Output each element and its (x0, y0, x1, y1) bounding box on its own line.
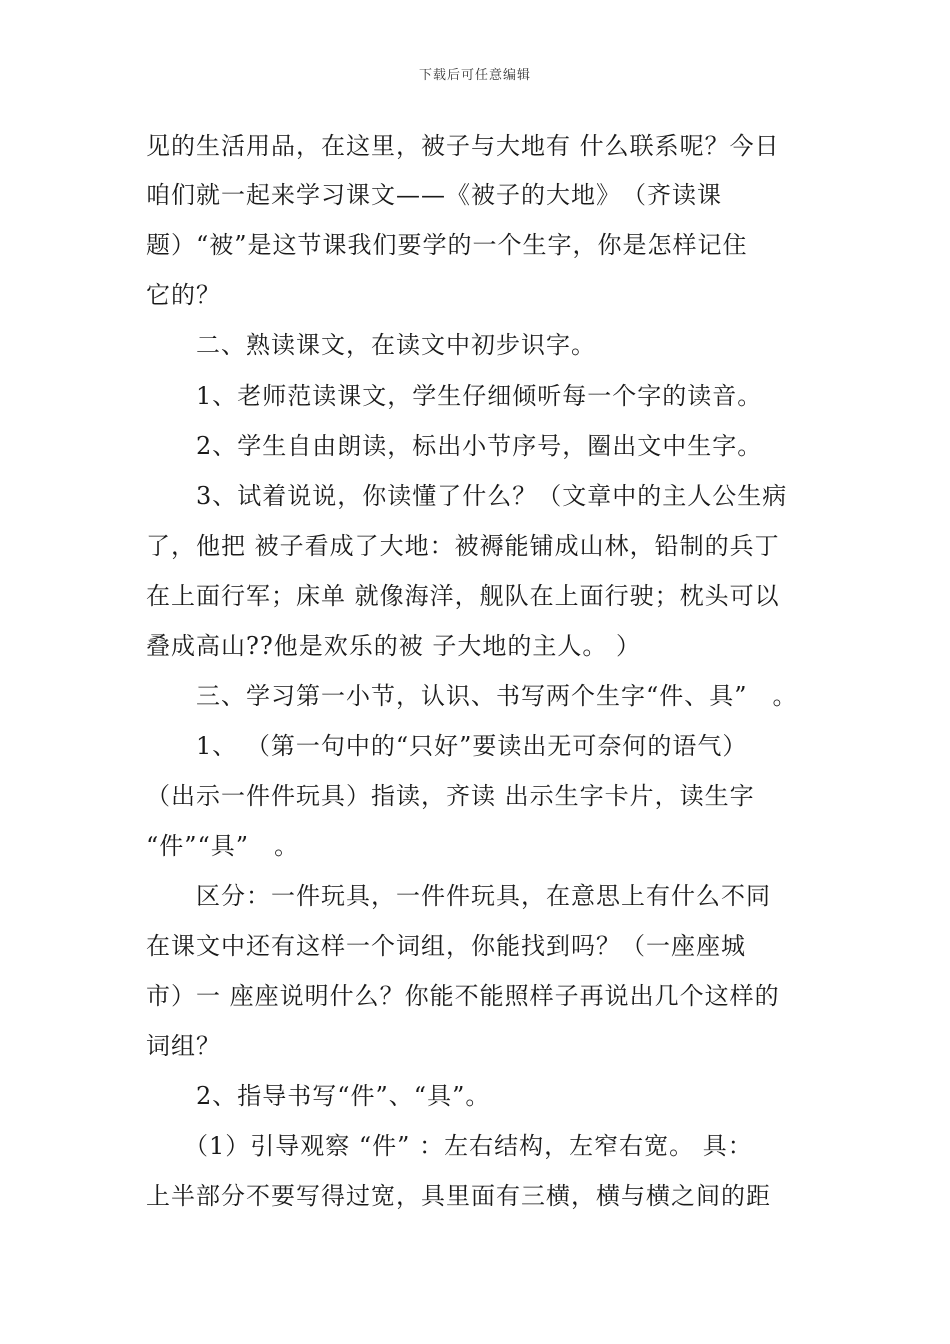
text-line: “件”“具” 。 (146, 832, 300, 860)
text-line: 词组？ (146, 1032, 221, 1060)
text-line: 1、 （第一句中的“只好”要读出无可奈何的语气） (146, 732, 748, 760)
text-line: 在课文中还有这样一个词组，你能找到吗？（一座座城 (146, 932, 746, 960)
text-line: 2、学生自由朗读，标出小节序号，圈出文中生字。 (146, 432, 763, 460)
text-line: 它的？ (146, 281, 221, 309)
text-line: （1）引导观察 “件” ：左右结构，左窄右宽。 具： (146, 1132, 753, 1160)
text-line: 三、学习第一小节，认识、书写两个生字“件、具” 。 (146, 682, 798, 710)
page-header: 下载后可任意编辑 (418, 68, 531, 83)
text-line: 1、老师范读课文，学生仔细倾听每一个字的读音。 (146, 382, 763, 410)
text-line: 叠成高山??他是欢乐的被 子大地的主人。 ） (146, 632, 641, 660)
text-line: （出示一件件玩具）指读，齐读 出示生字卡片，读生字 (146, 782, 755, 810)
text-line: 上半部分不要写得过宽，具里面有三横，横与横之间的距 (146, 1182, 771, 1210)
text-line: 了，他把 被子看成了大地：被褥能铺成山林，铅制的兵丁 (146, 532, 780, 560)
text-line: 二、熟读课文，在读文中初步识字。 (146, 331, 596, 359)
text-line: 在上面行军；床单 就像海洋，舰队在上面行驶；枕头可以 (146, 582, 780, 610)
text-line: 3、试着说说，你读懂了什么？（文章中的主人公生病 (146, 482, 788, 510)
text-line: 见的生活用品，在这里，被子与大地有 什么联系呢？今日 (146, 132, 780, 160)
text-line: 市）一 座座说明什么？你能不能照样子再说出几个这样的 (146, 982, 780, 1010)
text-line: 区分：一件玩具，一件件玩具，在意思上有什么不同 (146, 882, 771, 910)
text-line: 题）“被”是这节课我们要学的一个生字，你是怎样记住 (146, 231, 748, 259)
text-line: 咱们就一起来学习课文——《被子的大地》 （齐读课 (146, 181, 722, 209)
text-line: 2、指导书写“件”、“具”。 (146, 1082, 491, 1110)
